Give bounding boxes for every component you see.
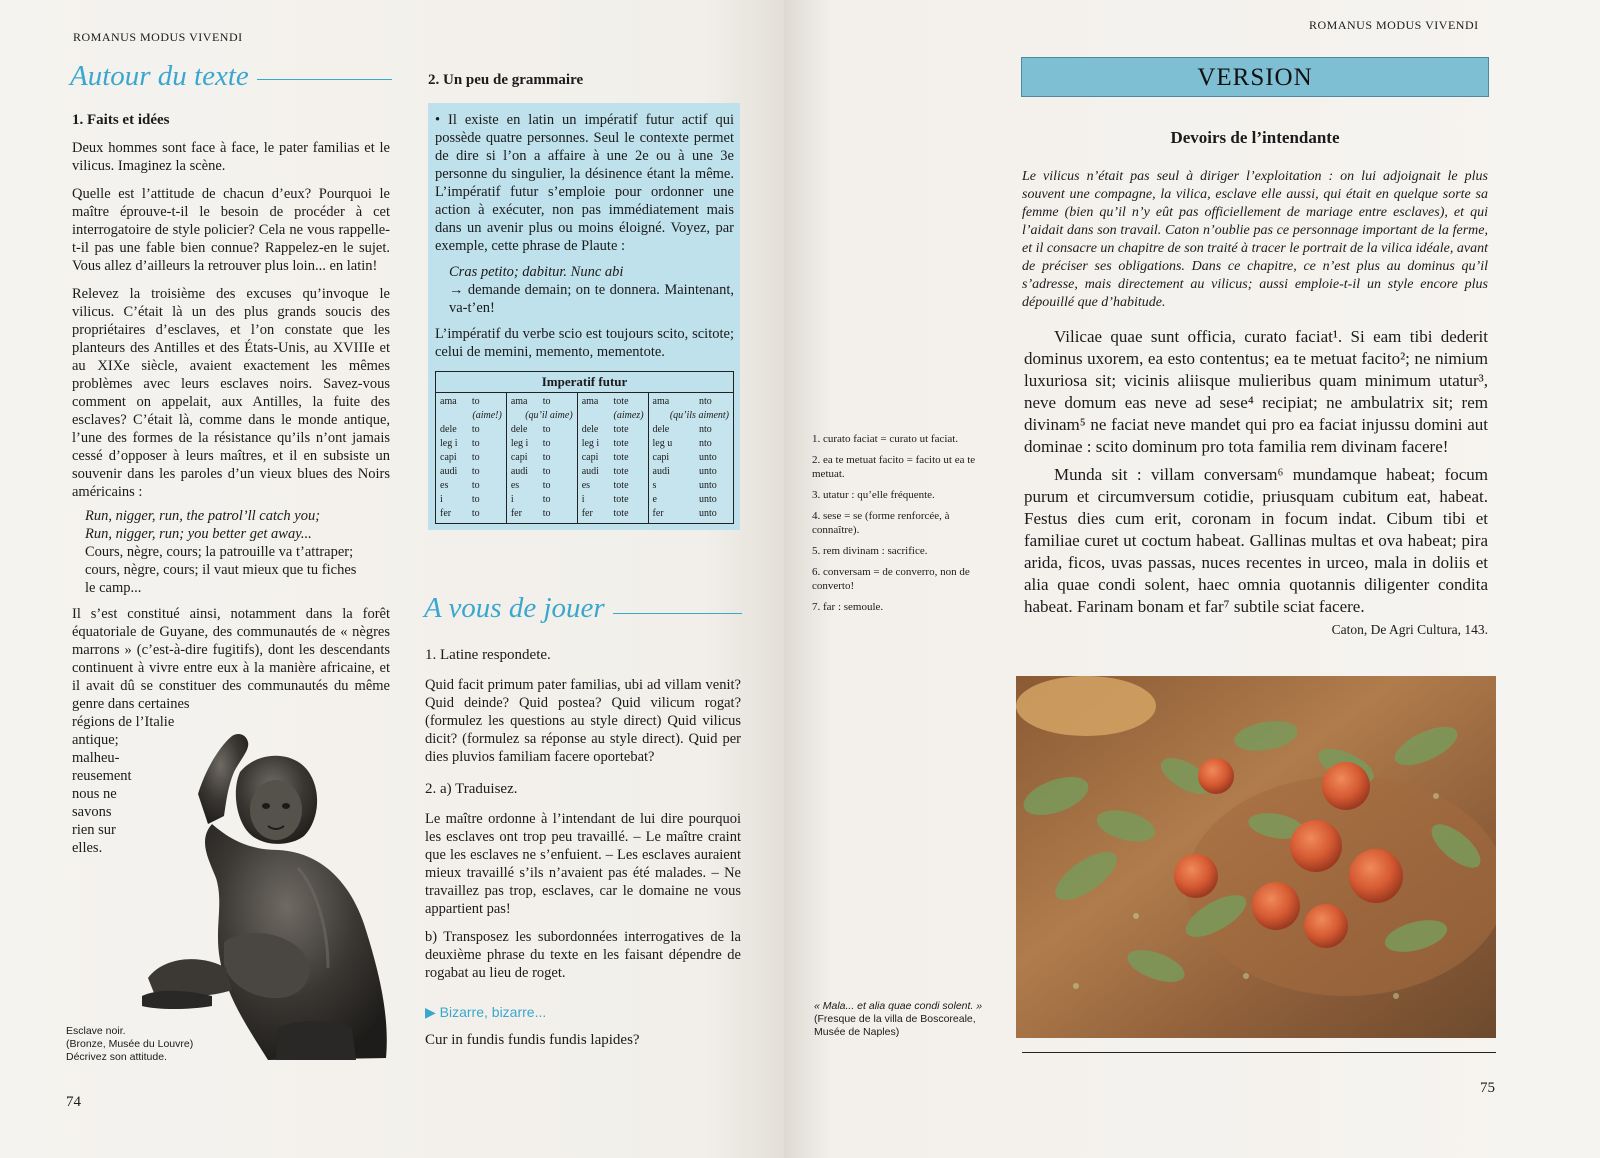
- right-page: [784, 0, 1600, 1158]
- conjugation-row: [653, 395, 729, 409]
- conjugation-row: [511, 395, 573, 409]
- table-cell-column: [436, 393, 507, 524]
- stem: audi: [440, 466, 458, 477]
- ending: unto: [699, 480, 717, 491]
- conjugation-row: [582, 479, 644, 493]
- ending: to: [542, 508, 551, 519]
- example-latin: Cras petito; dabitur. Nunc abi: [449, 264, 624, 280]
- conjugation-row: [582, 493, 644, 507]
- fresco-fruit-image: [1016, 676, 1496, 1038]
- statue-caption-line: Esclave noir.: [66, 1025, 126, 1037]
- table-cell-column: [506, 393, 577, 524]
- q1-heading: 1. Latine respondete.: [425, 647, 551, 663]
- ending: to: [471, 508, 480, 519]
- running-head-left: ROMANUS MODUS VIVENDI: [73, 30, 243, 44]
- song-translation-1: Cours, nègre, cours; la patrouille va t’attraper;: [85, 544, 354, 560]
- conjugation-row: [511, 423, 573, 437]
- stem: capi: [510, 452, 528, 463]
- conjugation-row: [511, 479, 573, 493]
- ending: to: [471, 424, 480, 435]
- song-line-1: Run, nigger, run, the patrol’ll catch you;: [85, 508, 321, 524]
- blues-song: [72, 507, 390, 597]
- footnote: 1. curato faciat = curato ut faciat.: [812, 433, 959, 445]
- grammaire-heading: 2. Un peu de grammaire: [428, 72, 584, 88]
- ending: tote: [613, 466, 629, 477]
- ending: to: [542, 396, 551, 407]
- song-translation-2: cours, nègre, cours; il vaut mieux que tu fiches: [85, 562, 357, 578]
- ending: tote: [613, 396, 629, 407]
- ending: unto: [699, 494, 717, 505]
- wrap-line: régions de l’Italie: [72, 714, 175, 730]
- statue-caption-line: Décrivez son attitude.: [66, 1051, 167, 1063]
- footnote: 3. utatur : qu’elle fréquente.: [812, 489, 935, 501]
- stem: i: [581, 494, 585, 505]
- jouer-column: [425, 646, 741, 1059]
- title-rule: [613, 613, 742, 614]
- footnote: 6. conversam = de converro, non de converto!: [812, 566, 970, 592]
- stem: e: [652, 494, 657, 505]
- ending: to: [471, 396, 480, 407]
- conjugation-row: [511, 507, 573, 521]
- wrap-line: antique; malheu-: [72, 732, 120, 766]
- autour-section-header: [70, 60, 392, 93]
- stem: ama: [581, 396, 599, 407]
- stem: i: [440, 494, 443, 505]
- faits-heading: 1. Faits et idées: [72, 112, 170, 128]
- q2-text: Le maître ordonne à l’intendant de lui dire pourquoi les esclaves ont trop peu travaillé. – Le maître craint que les esclaves ne s’enfuient. – Les esclaves auraient mieux travaillé s’ils n’avaient pas été malades. – Ne travaillez pas trop, esclaves, car le domaine ne vous appartient pas!: [425, 811, 741, 917]
- bizarre-text: Cur in fundis fundis fundis lapides?: [425, 1032, 640, 1048]
- ending: nto: [699, 438, 712, 449]
- footnote: 4. sese = se (forme renforcée, à connaître).: [812, 510, 950, 536]
- faits-paragraph-final: Il s’est constitué ainsi, notamment dans la forêt équatoriale de Guyane, des communautés de « nègres marrons » (c’est-à-dire fugitifs), dont les descendants continuent à vivre entre eux à la manière africaine, et il avait dû se constituer des communautés du même genre dans certaines: [72, 606, 390, 712]
- conjugation-row: [440, 479, 502, 493]
- ending: to: [542, 424, 551, 435]
- fresco-caption-line: Musée de Naples): [814, 1026, 900, 1038]
- ending: unto: [699, 452, 717, 463]
- ending: tote: [613, 508, 629, 519]
- section-title-autour: Autour du texte: [70, 60, 249, 92]
- intro-italic: Le vilicus n’était pas seul à diriger l’exploitation : on lui adjoignait le plus souvent une compagne, la vilica, esclave elle aussi, qui était en quelque sorte sa femme (bien qu’il n’y eût pas officiellement de mariage entre esclaves), et qui l’aidait dans son travail. Caton n’oublie pas ce personnage important de la ferme, et il consacre un chapitre de son traité à tracer le portrait de la vilica idéale, avant de préciser ses obligations. Dans ce chapitre, ce n’est plus au dominus qu’il s’adresse, mais directement au vilicus; aussi emploie-t-il un style encore plus dépouillé que d’habitude.: [1022, 169, 1488, 310]
- grammaire-column: [428, 72, 740, 530]
- table-cell-column: [648, 393, 733, 524]
- stem: leg i: [440, 438, 458, 449]
- plaute-example: [435, 263, 734, 317]
- ending: to: [542, 438, 551, 449]
- table-cell-column: [577, 393, 648, 524]
- conjugation-row: [653, 493, 729, 507]
- ending: to: [542, 452, 551, 463]
- imperatif-futur-table: [435, 371, 734, 524]
- fresco-caption-line: (Fresque de la villa de Boscoreale,: [814, 1013, 976, 1025]
- faits-paragraph-3: Relevez la troisième des excuses qu’invoque le vilicus. C’était là un des plus grands soucis des propriétaires d’esclaves, et l’on constate que les planteurs des Antilles et des États-Unis, au XVIIIe et au XIXe siècle, avaient exactement les mêmes problèmes avec leurs esclaves noirs. Savez-vous comment on appelait, aux Antilles, la fuite des esclaves? C’était là, comme dans le monde antique, l’une des formes de la résistance qu’ils n’ont jamais cessé d’opposer à leurs maîtres, et il en subsiste un souvenir dans les paroles d’un vieux blues des Noirs américains :: [72, 286, 390, 500]
- conjugation-row: [440, 451, 502, 465]
- latin-paragraph-2: Munda sit : villam conversam⁶ mundamque habeat; focum purum et circumversum cotidie, priusquam cubitum eat, habeat. Festus dies cum erit, coronam in focum indat. Cibum tibi et familiae curet ut coctum habeat. Gallinas multas et ova habeat; pira arida, ficos, uvas passas, nuces recentes in urceo, mala in doliis et alia quae condi solent, haec omnia quotannis diligenter condita habeat. Farinam bonam et far⁷ subtile sciat facere.: [1024, 465, 1488, 616]
- q2b-text: b) Transposez les subordonnées interrogatives de la deuxième phrase du texte en les faisant dépendre de rogabat au lieu de roget.: [425, 929, 741, 981]
- title-rule: [257, 79, 392, 80]
- song-translation-3: le camp...: [85, 580, 142, 596]
- attribution: Caton, De Agri Cultura, 143.: [1331, 622, 1488, 637]
- conjugation-row: [653, 423, 729, 437]
- ending: tote: [613, 452, 629, 463]
- stem: capi: [652, 452, 670, 463]
- conjugation-row: [511, 437, 573, 451]
- ending: tote: [613, 438, 629, 449]
- conjugation-row: [653, 451, 729, 465]
- stem: capi: [581, 452, 599, 463]
- conjugation-row: [440, 395, 502, 409]
- bottom-rule: [1022, 1052, 1496, 1053]
- ending: to: [471, 438, 480, 449]
- ending: unto: [699, 508, 717, 519]
- wrap-line: elles.: [72, 840, 103, 856]
- stem: capi: [440, 452, 457, 463]
- footnote: 2. ea te metuat facito = facito ut ea te metuat.: [812, 454, 976, 480]
- stem: i: [510, 494, 514, 505]
- version-banner: VERSION: [1021, 57, 1489, 97]
- section-title-jouer: A vous de jouer: [424, 592, 605, 624]
- conjugation-row: [582, 507, 644, 521]
- table-row: [436, 393, 734, 524]
- conjugation-row: [440, 423, 502, 437]
- text-title: Devoirs de l’intendante: [1170, 128, 1340, 147]
- statue-caption-line: (Bronze, Musée du Louvre): [66, 1038, 194, 1050]
- conjugation-row: [582, 423, 644, 437]
- gloss: (qu’ils aiment): [669, 410, 729, 421]
- footnotes: [812, 432, 982, 621]
- ending: to: [471, 480, 480, 491]
- conjugation-row: [440, 493, 502, 507]
- stem: ama: [652, 396, 670, 407]
- stem: leg i: [510, 438, 529, 449]
- bronze-slave-statue-image: [128, 728, 404, 1064]
- stem: fer: [440, 508, 452, 519]
- scio-text: L’impératif du verbe scio est toujours scito, scitote; celui de memini, memento, mementote.: [435, 326, 734, 360]
- grammar-box: [428, 103, 740, 530]
- stem: dele: [652, 424, 670, 435]
- bizarre-heading: ▶ Bizarre, bizarre...: [425, 1004, 547, 1020]
- conjugation-row: [653, 479, 729, 493]
- stem: leg u: [652, 438, 673, 449]
- faits-paragraph-2: Quelle est l’attitude de chacun d’eux? Pourquoi le maître éprouve-t-il le besoin de procéder à cet interrogatoire de style policier? Cela ne vous rappelle-t-il pas une fable bien connue? Rappelez-en le sujet. Vous allez d’ailleurs la retrouver plus loin... en latin!: [72, 186, 390, 274]
- q1-text: Quid facit primum pater familias, ubi ad villam venit? Quid deinde? Quid postea? Quid vilicum rogat? (formulez les questions au style direct) Quid vilicus dicit? (formulez sa réponse au style direct). Quid per dies pluvios familiam facere oportebat?: [425, 677, 741, 765]
- folio-left: 74: [66, 1094, 81, 1110]
- fresco-caption: [814, 1000, 1004, 1039]
- latin-text: [1024, 326, 1488, 638]
- ending: to: [542, 494, 551, 505]
- conjugation-row: [511, 451, 573, 465]
- stem: es: [581, 480, 591, 491]
- ending: to: [471, 494, 480, 505]
- stem: audi: [510, 466, 529, 477]
- conjugation-row: [653, 507, 729, 521]
- ending: to: [542, 480, 551, 491]
- ending: to: [471, 466, 480, 477]
- ending: to: [471, 452, 480, 463]
- latin-paragraph-1: Vilicae quae sunt officia, curato faciat¹. Si eam tibi dederit dominus uxorem, ea esto contentus; ea te metuat facito²; ne nimium luxuriosa sit; vicinis aliisque mulieribus quam minimum utatur³, neve domum eas neve ad sese⁴ recipiat; ne ambulatrix sit; rem divinam⁵ ne faciat neve mandet qui pro ea faciat injussu domini aut dominae : scito dominum pro tota familia rem divinam facere!: [1024, 327, 1488, 456]
- folio-right: 75: [1480, 1080, 1495, 1096]
- faits-paragraph-1: Deux hommes sont face à face, le pater familias et le vilicus. Imaginez la scène.: [72, 140, 390, 174]
- stem: leg i: [581, 438, 600, 449]
- conjugation-row: [582, 395, 644, 409]
- statue-caption: [66, 1025, 236, 1064]
- stem: audi: [652, 466, 670, 477]
- conjugation-row: [440, 507, 502, 521]
- conjugation-row: [440, 437, 502, 451]
- stem: es: [440, 480, 449, 491]
- stem: s: [652, 480, 657, 491]
- conjugation-row: [582, 465, 644, 479]
- grammar-box-text: • Il existe en latin un impératif futur actif qui possède quatre personnes. Seul le contexte permet de dire si l’on a affaire à une 2e ou à une 3e personne du singulier, la désinence étant la même. L’impératif futur s’emploie pour ordonner une action à exécuter, non pas immédiatement mais dans un avenir plus ou moins éloigné. Voyez, par exemple, cette phrase de Plaute :: [435, 112, 734, 254]
- stem: dele: [581, 424, 599, 435]
- stem: audi: [581, 466, 599, 477]
- footnote: 7. far : semoule.: [812, 601, 884, 613]
- conjugation-row: [653, 437, 729, 451]
- conjugation-row: [440, 465, 502, 479]
- wrap-line: savons: [72, 804, 112, 820]
- stem: ama: [510, 396, 528, 407]
- left-page: [0, 0, 784, 1158]
- song-line-2: Run, nigger, run; you better get away...: [85, 526, 312, 542]
- ending: nto: [699, 424, 712, 435]
- ending: nto: [699, 396, 712, 407]
- stem: ama: [440, 396, 457, 407]
- ending: unto: [699, 466, 717, 477]
- stem: dele: [440, 424, 457, 435]
- table-title: Imperatif futur: [435, 371, 734, 392]
- ending: to: [542, 466, 551, 477]
- stem: es: [510, 480, 520, 491]
- wrap-line: nous ne: [72, 786, 117, 802]
- gloss: (qu’il aime): [525, 410, 573, 421]
- ending: tote: [613, 424, 629, 435]
- conjugation-row: [511, 493, 573, 507]
- conjugation-row: [511, 465, 573, 479]
- stem: fer: [581, 508, 593, 519]
- jouer-section-header: [424, 592, 742, 625]
- example-french: → demande demain; on te donnera. Maintenant, va-t’en!: [449, 282, 734, 316]
- conjugation-row: [582, 451, 644, 465]
- gloss: (aime!): [472, 410, 502, 421]
- conjugation-row: [582, 437, 644, 451]
- ending: tote: [613, 494, 629, 505]
- running-head-right: ROMANUS MODUS VIVENDI: [1309, 18, 1479, 32]
- stem: dele: [510, 424, 528, 435]
- gloss: (aimez): [613, 410, 644, 421]
- stem: fer: [510, 508, 522, 519]
- wrap-line: reusement: [72, 768, 132, 784]
- conjugation-row: [653, 465, 729, 479]
- q2-heading: 2. a) Traduisez.: [425, 781, 518, 797]
- fresco-caption-line: « Mala... et alia quae condi solent. »: [814, 1000, 983, 1012]
- ending: tote: [613, 480, 629, 491]
- wrap-line: rien sur: [72, 822, 116, 838]
- stem: fer: [652, 508, 664, 519]
- footnote: 5. rem divinam : sacrifice.: [812, 545, 928, 557]
